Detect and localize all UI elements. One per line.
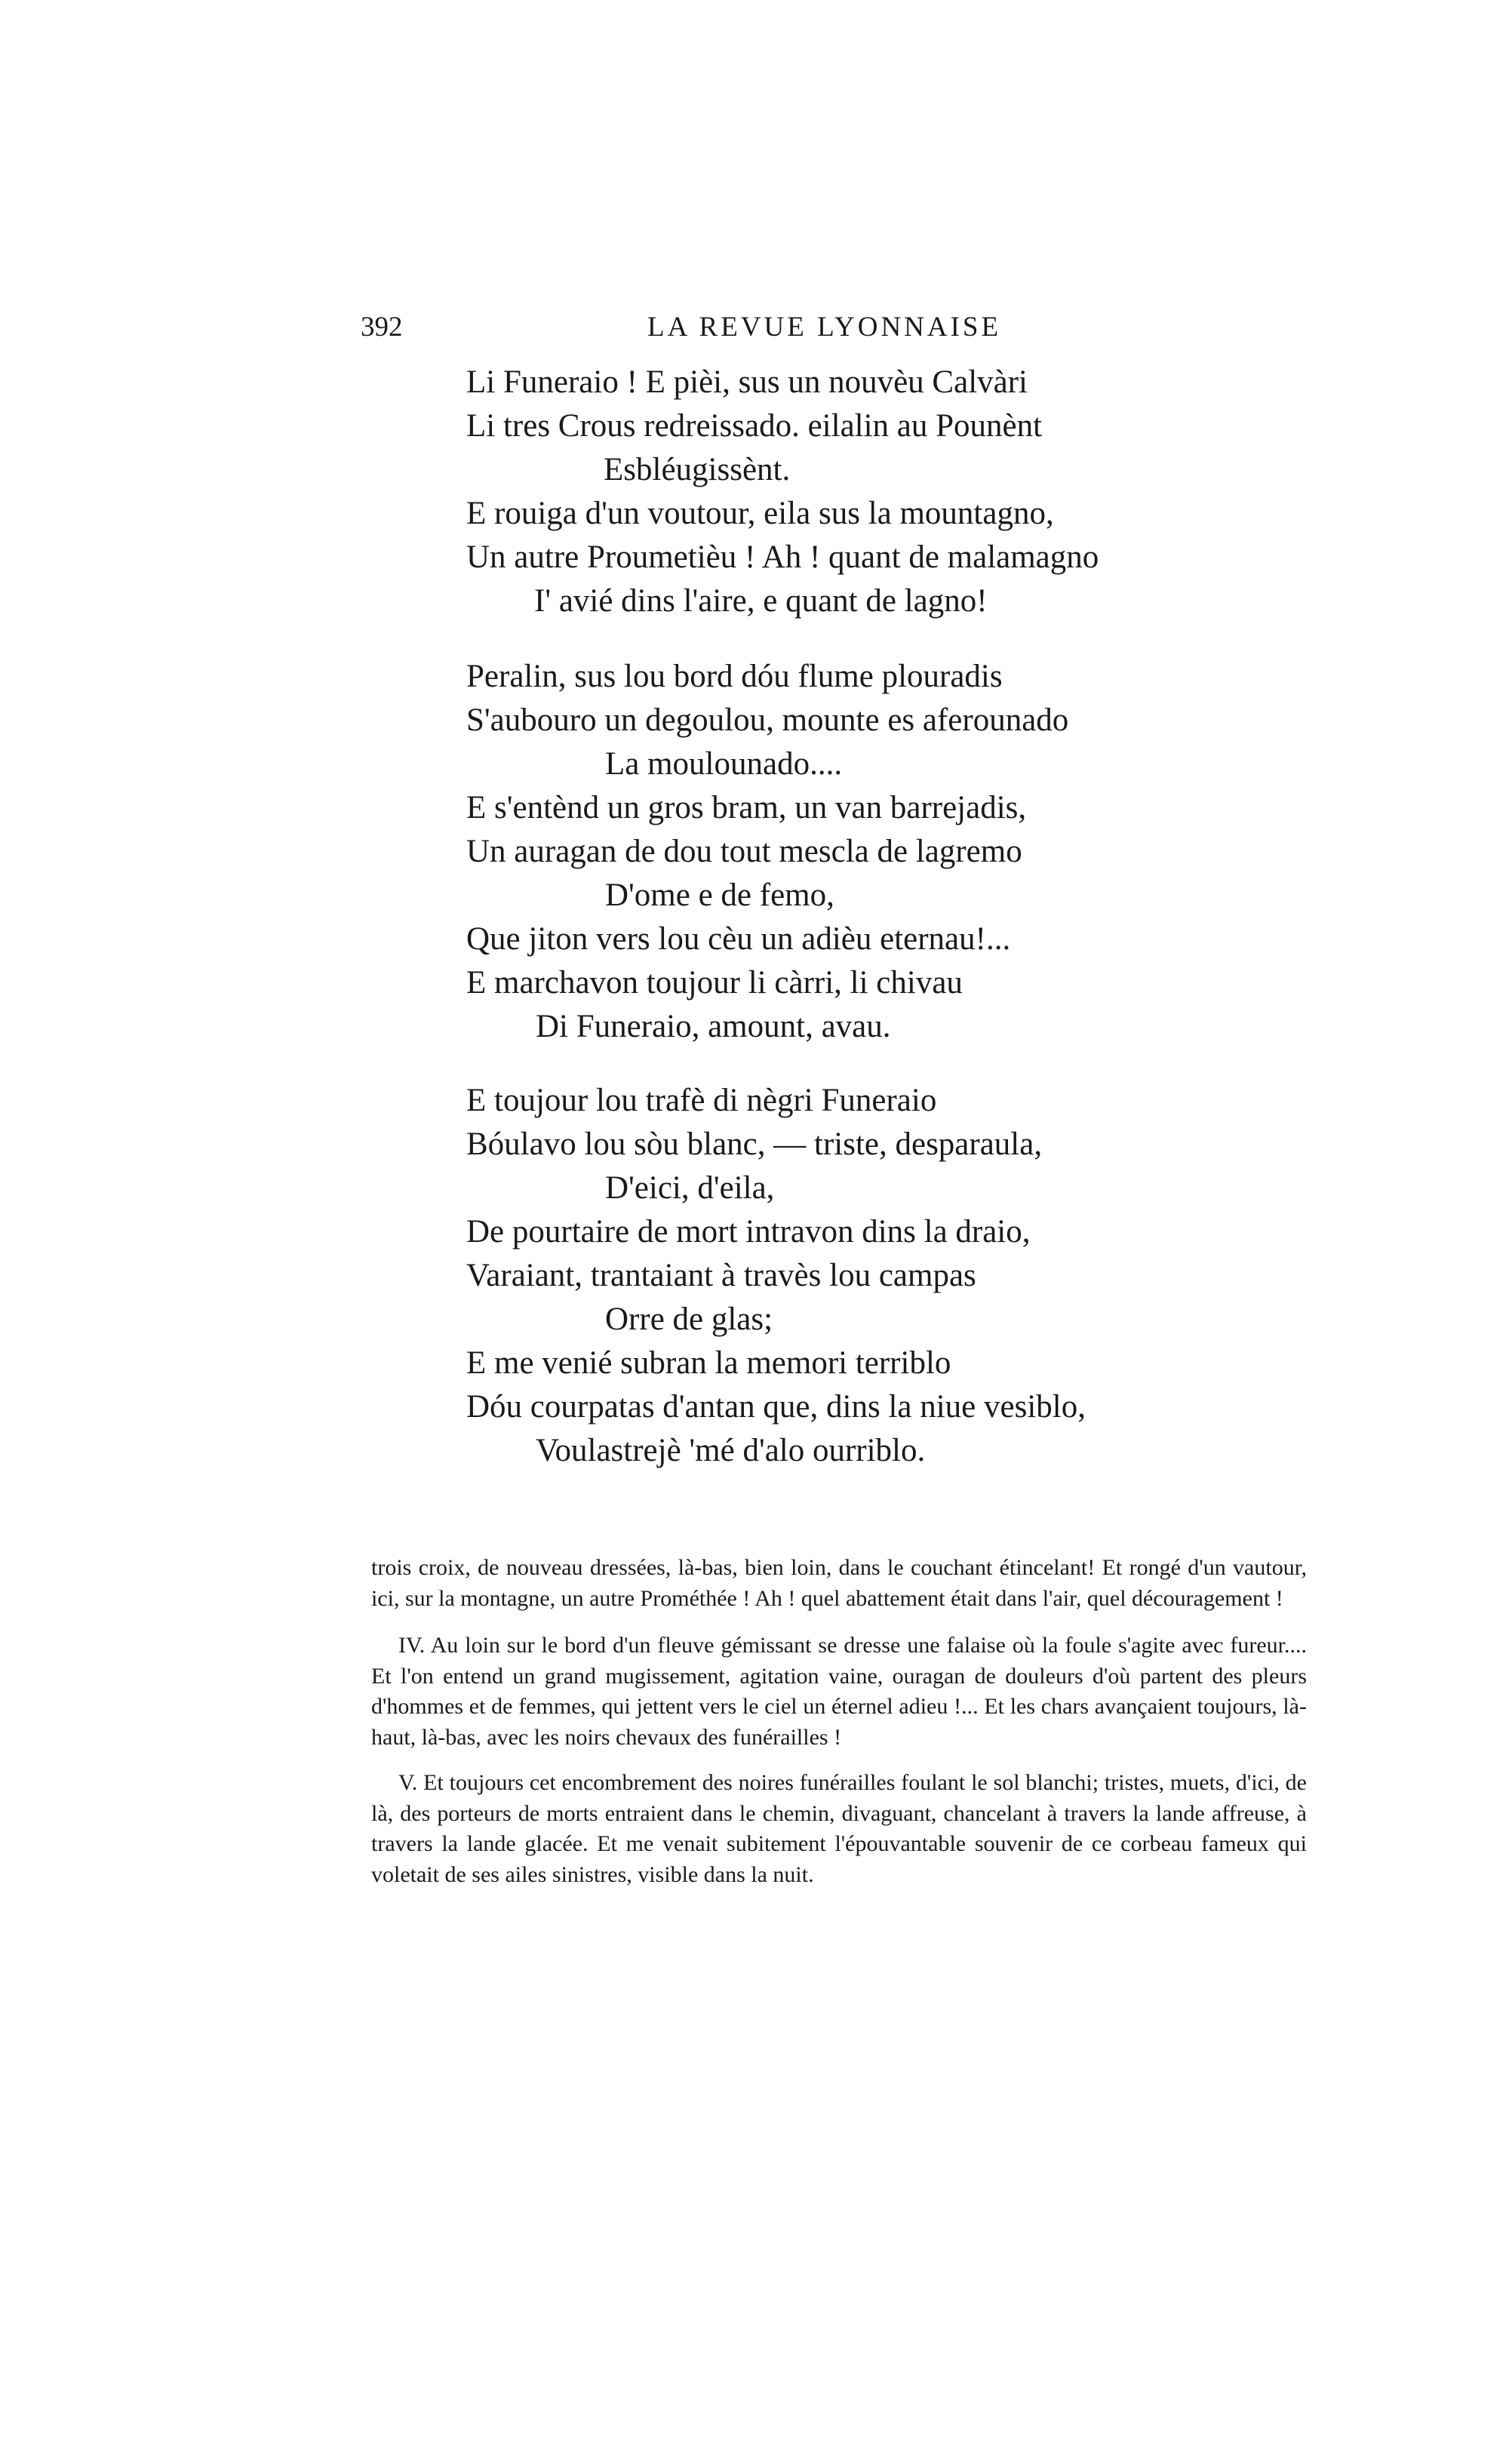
verse-line: Di Funeraio, amount, avau. [536, 1009, 891, 1044]
verse-line: De pourtaire de mort intravon dins la draio, [466, 1214, 1031, 1249]
verse-line: D'eici, d'eila, [605, 1170, 775, 1206]
verse-line: E me venié subran la memori terriblo [466, 1345, 951, 1381]
translation-paragraph: V. Et toujours cet encombrement des noires funérailles foulant le sol blanchi; tristes, muets, d'ici, de là, des porteurs de morts entraient dans le chemin, divaguant, chancelant à travers la lande affreuse, à travers la lande glacée. Et me venait subitement l'épouvantable souvenir de ce corbeau fameux qui voletait de ses ailes sinistres, visible dans la nuit. [371, 1770, 1307, 1887]
verse-line: Peralin, sus lou bord dóu flume plouradis [466, 659, 1003, 694]
running-header [361, 311, 1281, 356]
translation-paragraph: trois croix, de nouveau dressées, là-bas, bien loin, dans le couchant étincelant! Et rongé d'un vautour, ici, sur la montagne, un autre Prométhée ! Ah ! quel abattement était dans l'air, quel découragement ! [371, 1555, 1307, 1611]
running-title: LA REVUE LYONNAISE [647, 312, 1002, 343]
verse-line: Li Funeraio ! E pièi, sus un nouvèu Calvàri [466, 364, 1028, 400]
verse-line: Un auragan de dou tout mescla de lagremo [466, 834, 1022, 869]
verse-line: Bóulavo lou sòu blanc, — triste, desparaula, [466, 1127, 1043, 1162]
verse-line: Voulastrejè 'mé d'alo ourriblo. [536, 1433, 926, 1468]
verse-line: Orre de glas; [605, 1302, 773, 1337]
verse-line: D'ome e de femo, [605, 878, 834, 913]
verse-line: Que jiton vers lou cèu un adièu eternau!... [466, 921, 1011, 957]
translation-paragraph: IV. Au loin sur le bord d'un fleuve gémissant se dresse une falaise où la foule s'agite avec fureur.... Et l'on entend un grand mugissement, agitation vaine, ouragan de douleurs d'où partent des pleurs d'hommes et de femmes, qui jettent vers le ciel un éternel adieu !... Et les chars avançaient toujours, là-haut, là-bas, avec les noirs chevaux des funérailles ! [371, 1633, 1307, 1750]
verse-line: Un autre Proumetièu ! Ah ! quant de malamagno [466, 539, 1099, 575]
verse-line: I' avié dins l'aire, e quant de lagno! [534, 583, 988, 619]
page-number: 392 [361, 312, 403, 343]
verse-line: E toujour lou trafè di nègri Funeraio [466, 1083, 937, 1118]
verse-line: E marchavon toujour li càrri, li chivau [466, 965, 963, 1001]
verse-line: La moulounado.... [605, 746, 843, 782]
translation-notes [371, 1553, 1307, 1905]
verse-line: Esbléugissènt. [604, 452, 791, 487]
verse-line: Li tres Crous redreissado. eilalin au Pounènt [466, 408, 1043, 444]
verse-line: E s'entènd un gros bram, un van barrejadis, [466, 790, 1027, 825]
verse-line: S'aubouro un degoulou, mounte es aferounado [466, 702, 1069, 738]
verse-line: Varaiant, trantaiant à travès lou campas [466, 1258, 976, 1293]
verse-line: E rouiga d'un voutour, eila sus la mountagno, [466, 496, 1054, 531]
verse-line: Dóu courpatas d'antan que, dins la niue vesiblo, [466, 1389, 1086, 1425]
